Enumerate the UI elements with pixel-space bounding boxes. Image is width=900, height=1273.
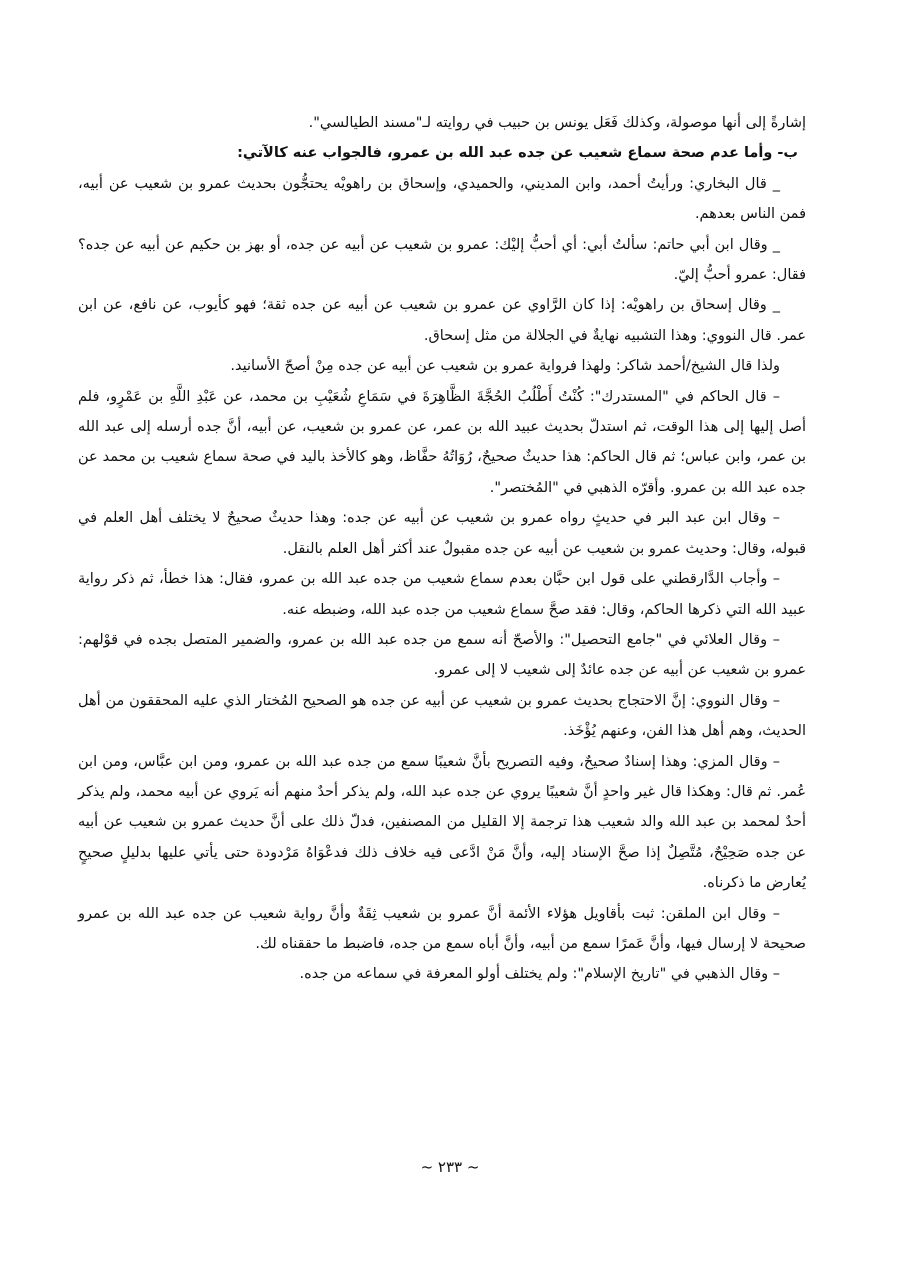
paragraph: ولذا قال الشيخ/أحمد شاكر: ولهذا فرواية عمرو بن شعيب عن أبيه عن جده مِنْ أصحّ الأسانيد. [230, 358, 780, 375]
opening-line: إشارةً إلى أنها موصولة، وكذلك فَعَل يونس بن حبيب في روايته لـ"مسند الطيالسي". [308, 115, 806, 131]
paragraph: _ قال البخاري: ورأيتُ أحمد، وابن المديني، والحميدي، وإسحاق بن راهويْه يحتجُّون بحديث عمرو بن شعيب عن أبيه، فمن الناس بعدهم. [78, 175, 806, 223]
paragraph: – وقال النووي: إنَّ الاحتجاج بحديث عمرو بن شعيب عن أبيه عن جده هو الصحيح المُختار الذي عليه المحققون من أهل الحديث، وهم أهل هذا الفن، وعنهم يُؤْخَذ. [78, 692, 806, 740]
paragraph: – قال الحاكم في "المستدرك": كُنْتُ أَطْلُبُ الحُجَّةَ الظَّاهِرَةَ في سَمَاعِ شُعَيْبِ بن محمد، عن عَبْدِ اللَّهِ بن عَمْرٍو، فلم أصل إليها إلى هذا الوقت، ثم استدلّ بحديث عبيد الله بن عمر، عن عمرو بن شعيب، عن أبيه، أنَّ جده أرسله إلى عبد الله بن عمر، وابن عباس؛ ثم قال الحاكم: هذا حديثٌ صحيحٌ، رُوَاتُهُ حفَّاظ، وهو كالأخذ باليد في صحة سماع شعيب بن محمد عن جده عبد الله بن عمرو. وأقرّه الذهبي في "المُختصر". [78, 388, 806, 496]
paragraph: – وقال العلائي في "جامع التحصيل": والأصحّ أنه سمع من جده عبد الله بن عمرو، والضمير المتصل بجده في قوْلهم: عمرو بن شعيب عن أبيه عن جده عائدٌ إلى شعيب لا إلى عمرو. [78, 631, 806, 679]
paragraph: – وأجاب الدَّارقطني على قول ابن حبَّان بعدم سماع شعيب من جده عبد الله بن عمرو، فقال: هذا خطأ، ثم ذكر رواية عبيد الله التي ذكرها الحاكم، وقال: فقد صحَّ سماع شعيب من جده عبد الله، وضبطه عنه. [78, 571, 806, 618]
paragraph: – وقال ابن عبد البر في حديثٍ رواه عمرو بن شعيب عن أبيه عن جده: وهذا حديثٌ صحيحٌ لا يختلف أهل العلم في قبوله، وقال: وحديث عمرو بن شعيب عن أبيه عن جده مقبولٌ عند أكثر أهل العلم بالنقل. [78, 510, 806, 557]
paragraph: – وقال الذهبي في "تاريخ الإسلام": ولم يختلف أولو المعرفة في سماعه من جده. [299, 966, 780, 983]
section-heading: ب- وأما عدم صحة سماع شعيب عن جده عبد الله بن عمرو، فالجواب عنه كالآتي: [237, 145, 798, 162]
paragraph: – وقال ابن الملقن: ثبت بأقاويل هؤلاء الأئمة أنَّ عمرو بن شعيب ثِقَةٌ وأنَّ رواية شعيب عن جده عبد الله بن عمرو صحيحة لا إرسال فيها، وأنَّ عَمرًا سمع من أبيه، وأنَّ أباه سمع من جده، فاضبط ما حققناه لك. [78, 905, 806, 952]
paragraph: – وقال المزي: وهذا إسنادٌ صحيحٌ، وفيه التصريح بأنَّ شعيبًا سمع من جده عبد الله بن عمرو، ومن ابن عبَّاس، ومن ابن عُمر. ثم قال: وهكذا قال غير واحدٍ أنَّ شعيبًا يروي عن جده عبد الله، ولم يذكر أحدٌ منهم أنه يَروي عن أبيه محمد، ولم يذكر أحدٌ لمحمد بن عبد الله والد شعيب هذا ترجمة إلا القليل من المصنفين، فدلّ ذلك على أنَّ حديث عمرو بن شعيب عن أبيه عن جده صَحِيْحٌ، مُتَّصِلٌ إذا صحَّ الإسناد إليه، وأنَّ مَنْ ادَّعى فيه خلاف ذلك فدعْوَاهُ مَرْدودة حتى يأتي عليها بدليلٍ صحيحٍ يُعارض ما ذكرناه. [78, 753, 806, 892]
body-text [78, 108, 806, 990]
paragraph: _ وقال إسحاق بن راهويْه: إذا كان الرَّاوي عن عمرو بن شعيب عن أبيه عن جده ثقة؛ فهو كأيوب، عن نافع، عن ابن عمر. قال النووي: وهذا التشبيه نهايةٌ في الجلالة من مثل إسحاق. [78, 297, 806, 344]
paragraph: _ وقال ابن أبي حاتم: سألتُ أبي: أي أحبُّ إليْك: عمرو بن شعيب عن أبيه عن جده، أو بهز بن حكيم عن أبيه عن جده؟ فقال: عمرو أحبُّ إليّ. [78, 236, 806, 284]
page-number: ~ ٢٣٣ ~ [420, 1158, 480, 1176]
